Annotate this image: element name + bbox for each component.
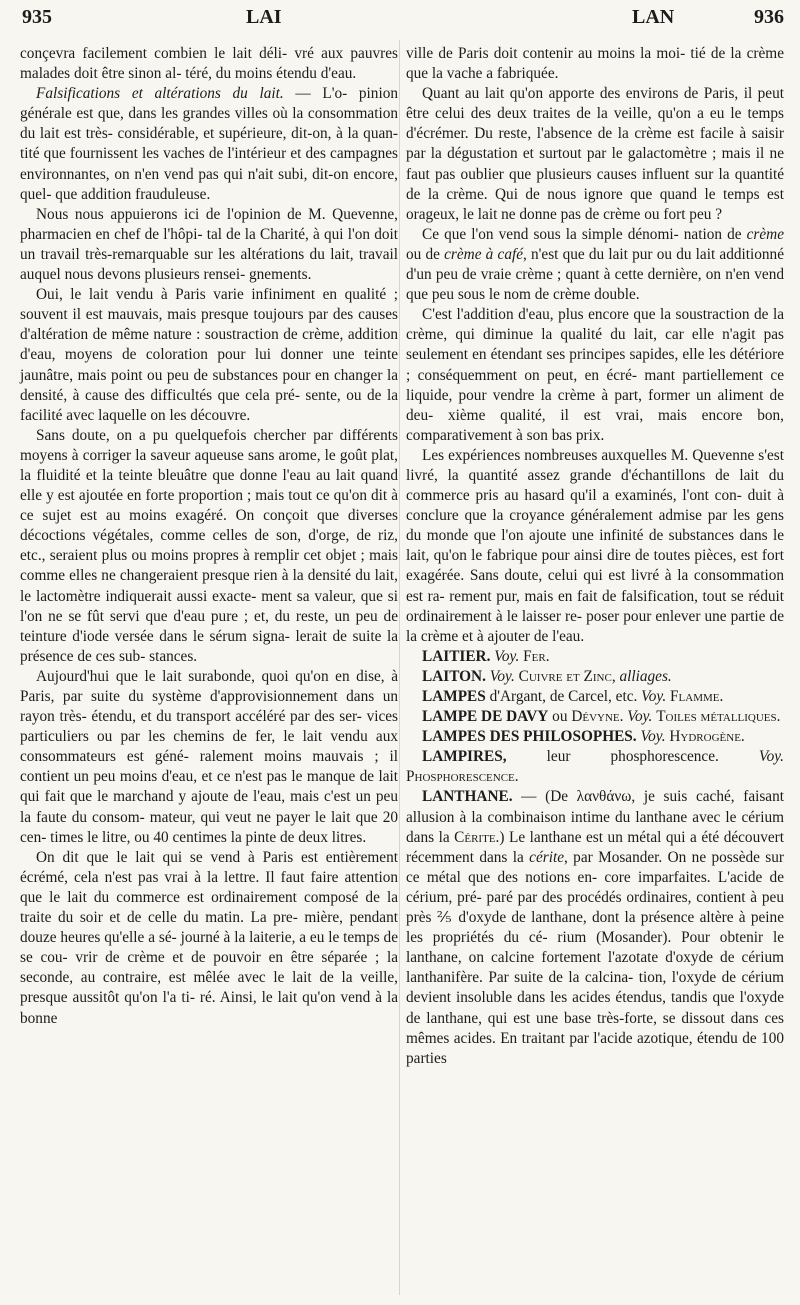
entry-laitier	[406, 647, 784, 667]
italic-term: alliages.	[619, 667, 672, 685]
page-number-left: 935	[22, 6, 52, 28]
cross-reference: Toiles métalliques.	[656, 708, 781, 726]
text-run: leur phosphorescence.	[506, 748, 759, 766]
italic-term: cérite	[529, 848, 564, 866]
paragraph-text: — L'o- pinion générale est que, dans les grandes villes où la consommation du lait est très- considérable, et supérieure, dit-on, à la quan- tité que fournissent les vaches de l'intérieur et des campagnes environnantes, on n'en vend pas qui n'ait subi, dit-on encore, quel- que addition frauduleuse.	[20, 85, 398, 203]
text-run: ou	[548, 708, 572, 726]
entry-laiton	[406, 667, 784, 687]
paragraph: Aujourd'hui que le lait surabonde, quoi qu'on en dise, à Paris, par suite du système d'approvisionnement dans un rayon très- étendu, et du transport accéléré par des ser- vices particuliers ou par les chemins de fer, le lait vendu aux consommateurs est géné- ralement moins mauvais ; il contient un peu moins d'eau, et ce n'est pas le manque de lait qui fait que le marchand y ajoute de l'eau, mais c'est un peu la faute du consom- mateur, qui veut ne payer le lait que 20 cen- times le litre, ou 40 centimes la pinte de deux litres.	[20, 667, 398, 846]
see-label: Voy.	[627, 708, 653, 726]
paragraph: On dit que le lait qui se vend à Paris est entièrement écrémé, cela n'est pas vrai à la lettre. Il faut faire attention que le lait du commerce est ordinairement composé de la traite du soir et de celle du matin. La pre- mière, pendant douze heures qu'elle a sé- journé à la laiterie, a eu le temps de se cou- vrir de crème et de pouvoir en être séparée ; la seconde, au contraire, est mêlée avec le lait de la veille, presque aussitôt qu'on l'a ti- ré. Ainsi, le lait qu'on vend à la bonne	[20, 848, 398, 1027]
paragraph: Les expériences nombreuses auxquelles M. Quevenne s'est livré, la quantité assez grande d'échantillons de lait du commerce pris au hasard qu'il a examinés, l'ont con- duit à conclure que la croyance généralement admise par les gens du monde que l'on ajoute une infinité de substances dans le lait, qu'on le fabrique pour ainsi dire de toutes pièces, est fort exagérée. Sans doute, celui qui est livré à la consommation est ra- rement pur, mais en fait de falsification, tout se réduit ordinairement à le laisser re- poser pour enlever une partie de la crème et à ajouter de l'eau.	[406, 446, 784, 645]
left-column	[20, 44, 398, 1029]
column-divider	[399, 40, 400, 1295]
entry-headword: LANTHANE.	[422, 788, 513, 806]
text-run: , par Mosander. On ne possède sur ce métal que des notions en- core imparfaites. L'acide de cérium, pré- paré par des procédés ordinaires, contient à peu près ⅖ d'oxyde de lanthane, dont la présence altère à peine les propriétés du cé- rium (Mosander). Pour obtenir le lanthane, on calcine fortement l'azotate d'oxyde de cérium lanthanifère. Par suite de la calcina- tion, l'oxyde de cérium devient insoluble dans les acides étendus, tandis que l'oxyde de lanthane, qui est une base très-forte, se dissout dans ces mêmes acides. En traitant par l'acide azotique, étendu de 100 parties	[406, 848, 784, 1067]
entry-lampes	[406, 687, 784, 707]
paragraph: Quant au lait qu'on apporte des environs de Paris, il peut être celui des deux traites de la veille, qu'on a eu le temps d'écrémer. Du reste, l'absence de la crème est facile à saisir par la dégustation et surtout par le galactomètre ; mais il ne faut pas oublier que plusieurs causes influent sur la quantité de la crème. Qui de nous ignore que quand le temps est orageux, le lait ne donne pas de crème ou fort peu ?	[406, 85, 784, 223]
paragraph: Oui, le lait vendu à Paris varie infiniment en qualité ; souvent il est mauvais, mais presque toujours par des causes d'altération de même nature : soustraction de crème, addition d'eau, moyens de coloration pour lui donner une teinte jaunâtre, mais point ou peu de substances pour en changer la densité, à cause des difficultés que cela pré- sente, ou de la facilité avec laquelle on les découvre.	[20, 286, 398, 424]
cross-reference: Cérite.	[454, 828, 500, 846]
paragraph: Sans doute, on a pu quelquefois chercher par différents moyens à corriger la saveur aqueuse sans arome, le goût plat, la fluidité et la teinte bleuâtre que donne l'eau au lait quand elle y est ajoutée en forte proportion ; mais tout ce qu'on dit à ce sujet est au moins exagéré. On conçoit que diverses décoctions végétales, comme celles de son, d'orge, de riz, etc., seraient plus ou moins propres à remplir cet objet ; mais comme elles ne changeraient presque rien à la densité du lait, le lactomètre indiquerait aussi exacte- ment sa valeur, que si l'on ne se fût servi que d'eau pure ; et, du reste, un peu de teinture d'iode versée dans le sérum signa- lerait de suite la présence de ces sub- stances.	[20, 426, 398, 665]
paragraph	[20, 84, 398, 205]
running-head-right: LAN	[632, 6, 675, 28]
see-label: Voy.	[758, 748, 784, 766]
entry-lampe-de-davy	[406, 707, 784, 727]
entry-headword: LAITIER.	[422, 647, 491, 665]
entry-headword: LAMPES	[422, 688, 486, 705]
text-run: d'Argant, de Carcel, etc.	[485, 688, 642, 705]
entry-headword: LAMPE DE DAVY	[422, 708, 549, 726]
page-number-right: 936	[754, 6, 784, 28]
see-label: Voy.	[489, 667, 515, 685]
entry-headword: LAMPES DES PHILOSOPHES.	[422, 728, 637, 746]
running-head-left: LAI	[246, 6, 282, 28]
cross-reference: Phosphorescence.	[406, 768, 519, 786]
italic-term: crème	[746, 225, 784, 243]
entry-lampires	[406, 747, 784, 787]
see-label: Voy.	[641, 688, 667, 705]
entry-headword: LAITON.	[422, 667, 486, 685]
right-column	[406, 44, 784, 1069]
entry-headword: LAMPIRES,	[422, 748, 507, 766]
page-header	[16, 6, 784, 32]
cross-reference: Fer.	[523, 647, 550, 665]
cross-reference: Hydrogène.	[669, 728, 745, 746]
entry-lampes-des-philosophes	[406, 727, 784, 747]
cross-reference: Cuivre et Zinc,	[518, 667, 616, 685]
cross-reference: Dévyne.	[571, 708, 624, 726]
paragraph: C'est l'addition d'eau, plus encore que la soustraction de la crème, qui diminue la qualité du lait, car elle n'agit pas seulement en étendant ses principes sapides, elle les détériore ; conséquemment on peut, en écré- mant partiellement ce liquide, pour vendre la crème à part, former un aliment de deu- xième qualité, il est vrai, mais encore bon, comparativement à son bas prix.	[406, 306, 784, 444]
section-heading: Falsifications et altérations du lait.	[36, 85, 284, 103]
text-run: ) Le lanthane est un métal qui a été découvert récemment dans la	[406, 828, 784, 866]
paragraph: conçevra facilement combien le lait déli- vré aux pauvres malades doit être sinon al- téré, du moins étendu d'eau.	[20, 45, 398, 83]
italic-term: crème à café	[444, 245, 524, 263]
see-label: Voy.	[494, 647, 520, 665]
text-run: — (De λανθάνω, je suis caché, faisant allusion à la combinaison intime du lanthane avec le cérium dans la	[406, 788, 784, 846]
see-label: Voy.	[640, 728, 666, 746]
paragraph	[406, 225, 784, 305]
text-run: Ce que l'on vend sous la simple dénomi- nation de	[422, 225, 747, 243]
paragraph: ville de Paris doit contenir au moins la moi- tié de la crème que la vache a fabriquée.	[406, 45, 784, 83]
cross-reference: Flamme.	[670, 688, 724, 705]
text-run: ou de	[406, 245, 445, 263]
entry-lanthane	[406, 787, 784, 1068]
text-run: , n'est que du lait pur ou du lait additionné d'un peu de vraie crème ; quant à cette dernière, on n'en vend que peu sous le nom de crème double.	[406, 245, 784, 304]
paragraph: Nous nous appuierons ici de l'opinion de M. Quevenne, pharmacien en chef de l'hôpi- tal de la Charité, à qui l'on doit un travail très-remarquable sur les altérations du lait, travail auquel nous devons plusieurs rensei- gnements.	[20, 205, 398, 284]
